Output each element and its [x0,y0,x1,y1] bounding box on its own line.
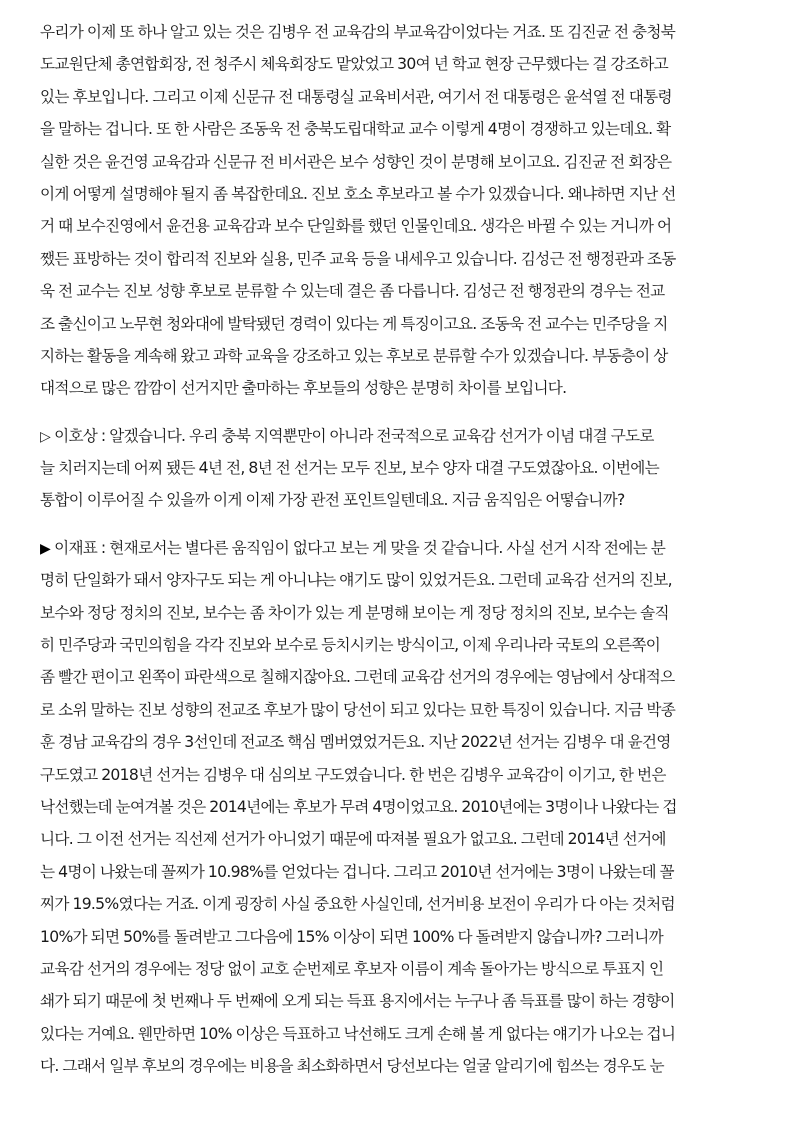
speaker-text: 이호상 : 알겠습니다. 우리 충북 지역뿐만이 아니라 전국적으로 교육감 선거가 이념 대결 구도로 [54,426,654,445]
text-line: 거 때 보수진영에서 윤건용 교육감과 보수 단일화를 했던 인물인데요. 생각은 바뀔 수 있는 거니까 어 [40,217,672,236]
text-line: 실한 것은 윤건영 교육감과 신문규 전 비서관은 보수 성향인 것이 분명해 보이고요. 김진균 전 회장은 [40,152,672,171]
text-line: 찌가 19.5%였다는 거죠. 이게 굉장히 사실 중요한 사실인데, 선거비용 보전이 우리가 다 아는 것처럼 [40,895,675,914]
speaker-text: 이재표 : 현재로서는 별다른 움직임이 없다고 보는 게 맞을 것 같습니다. 사실 선거 시작 전에는 분 [54,538,666,557]
text-line: 을 말하는 겁니다. 또 한 사람은 조동욱 전 충북도립대학교 교수 이렇게 4명이 경쟁하고 있는데요. 확 [40,120,671,139]
text-line: 로 소위 말하는 진보 성향의 전교조 후보가 많이 당선이 되고 있다는 묘한 특징이 있습니다. 지금 박종 [40,700,676,719]
text-line [40,532,755,564]
text-line: 이게 어떻게 설명해야 될지 좀 복잡한데요. 진보 호소 후보라고 볼 수가 있겠습니다. 왜냐하면 지난 선 [40,184,676,203]
text-line: 10%가 되면 50%를 돌려받고 그다음에 15% 이상이 되면 100% 다 돌려받지 않습니까? 그러니까 [40,927,664,946]
text-line: 다. 그래서 일부 후보의 경우에는 비용을 최소화하면서 당선보다는 얼굴 알리기에 힘쓰는 경우도 눈 [40,1057,664,1076]
text-line: 쇄가 되기 때문에 첫 번째나 두 번째에 오게 되는 득표 용지에서는 누구나 좀 득표를 많이 하는 경향이 [40,992,675,1011]
text-line: 니다. 그 이전 선거는 직선제 선거가 아니었기 때문에 따져볼 필요가 없고요. 그런데 2014년 선거에 [40,830,666,849]
text-line: 대적으로 많은 깜깜이 선거지만 출마하는 후보들의 성향은 분명히 차이를 보입니다. [40,379,567,398]
solid-triangle-icon: ▶ [40,540,51,557]
text-line: 명히 단일화가 돼서 양자구도 되는 게 아니냐는 얘기도 많이 있었거든요. 그런데 교육감 선거의 진보, [40,571,672,590]
paragraph-gap [40,405,755,420]
text-line: 구도였고 2018년 선거는 김병우 대 심의보 구도였습니다. 한 번은 김병우 교육감이 이기고, 한 번은 [40,765,666,784]
text-line: 교육감 선거의 경우에는 정당 없이 교호 순번제로 후보자 이름이 계속 돌아가는 방식으로 투표지 인 [40,959,664,978]
text-line [40,420,755,452]
text-line: 보수와 정당 정치의 진보, 보수는 좀 차이가 있는 게 분명해 보이는 게 정당 정치의 진보, 보수는 솔직 [40,603,669,622]
paragraph-intro [40,16,755,405]
text-line: 늘 치러지는데 어찌 됐든 4년 전, 8년 전 선거는 모두 진보, 보수 양자 대결 구도였잖아요. 이번에는 [40,459,660,478]
text-line: 있다는 거예요. 웬만하면 10% 이상은 득표하고 낙선해도 크게 손해 볼 게 없다는 얘기가 나오는 겁니 [40,1024,676,1043]
paragraph-gap [40,517,755,532]
text-line: 좀 빨간 편이고 왼쪽이 파란색으로 칠해지잖아요. 그런데 교육감 선거의 경우에는 영남에서 상대적으 [40,668,675,687]
open-triangle-icon: ▷ [40,428,51,445]
text-line: 우리가 이제 또 하나 알고 있는 것은 김병우 전 교육감의 부교육감이었다는 거죠. 또 김진균 전 충청북 [40,23,676,41]
text-line: 쨌든 표방하는 것이 합리적 진보와 실용, 민주 교육 등을 내세우고 있습니다. 김성근 전 행정관과 조동 [40,249,676,268]
text-line: 욱 전 교수는 진보 성향 후보로 분류할 수 있는데 결은 좀 다릅니다. 김성근 전 행정관의 경우는 전교 [40,282,665,301]
paragraph-guest-answer [40,532,755,1083]
text-line: 낙선했는데 눈여겨볼 것은 2014년에는 후보가 무려 4명이었고요. 2010년에는 3명이나 나왔다는 겁 [40,797,677,816]
text-line: 히 민주당과 국민의힘을 각각 진보와 보수로 등치시키는 방식이고, 이제 우리나라 국토의 오른쪽이 [40,636,661,655]
paragraph-host-question [40,420,755,517]
text-line: 있는 후보입니다. 그리고 이제 신문규 전 대통령실 교육비서관, 여기서 전 대통령은 윤석열 전 대통령 [40,87,672,106]
document-body [40,16,755,1083]
text-line: 는 4명이 나왔는데 꼴찌가 10.98%를 얻었다는 겁니다. 그리고 2010년 선거에는 3명이 나왔는데 꼴 [40,862,674,881]
text-line: 조 출신이고 노무현 청와대에 발탁됐던 경력이 있다는 게 특징이고요. 조동욱 전 교수는 민주당을 지 [40,314,668,333]
text-line: 도교원단체 총연합회장, 전 청주시 체육회장도 맡았었고 30여 년 학교 현장 근무했다는 걸 강조하고 [40,55,668,74]
text-line: 통합이 이루어질 수 있을까 이게 이제 가장 관전 포인트일텐데요. 지금 움직임은 어떻습니까? [40,491,625,510]
text-line: 지하는 활동을 계속해 왔고 과학 교육을 강조하고 있는 후보로 분류할 수가 있겠습니다. 부동층이 상 [40,346,668,365]
text-line: 훈 경남 교육감의 경우 3선인데 전교조 핵심 멤버였었거든요. 지난 2022년 선거는 김병우 대 윤건영 [40,733,671,752]
